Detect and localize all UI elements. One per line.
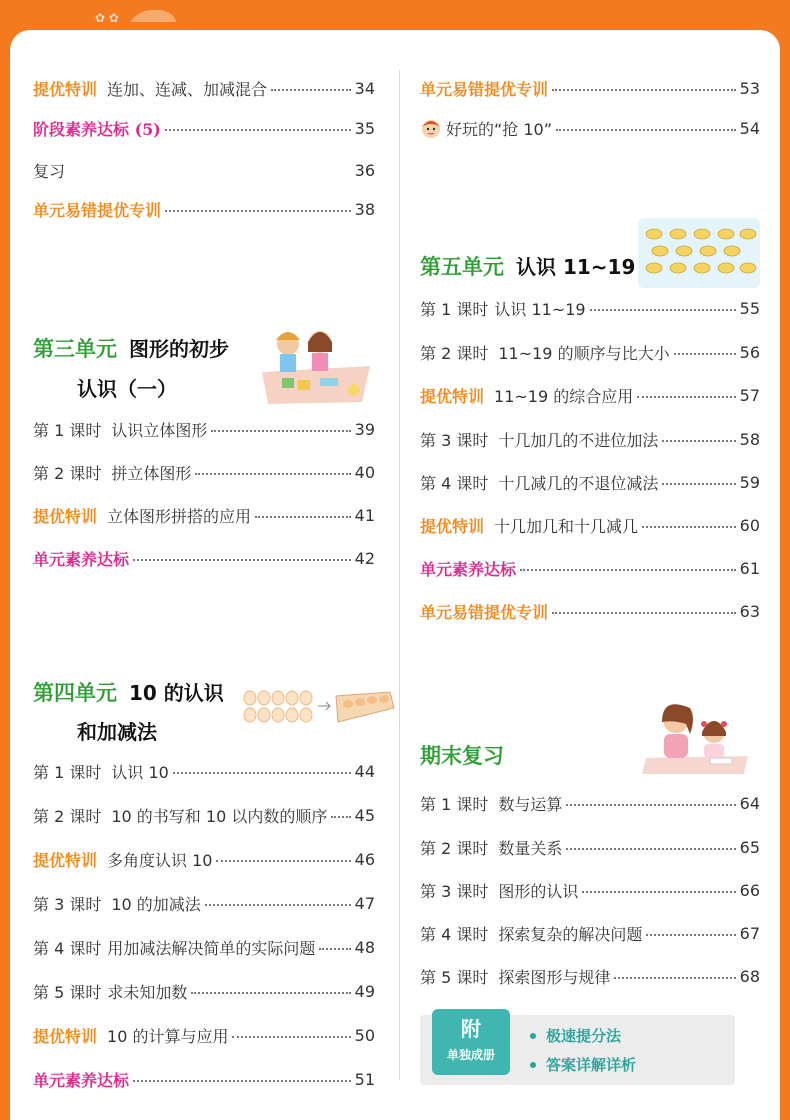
dot-leader <box>582 891 735 893</box>
toc-row-page: 39 <box>354 419 375 439</box>
toc-row-label: 第 5 课时 <box>420 967 489 987</box>
toc-row-page: 64 <box>739 793 760 813</box>
appendix-tag <box>432 1009 510 1075</box>
dot-leader <box>205 904 351 906</box>
toc-row-page: 66 <box>739 880 760 900</box>
toc-row-label: 单元素养达标 <box>420 559 517 579</box>
toc-row-title: 探索复杂的解决问题 <box>498 924 643 944</box>
dot-leader <box>520 569 736 571</box>
toc-row[interactable] <box>33 158 375 182</box>
toc-row-label: 单元素养达标 <box>33 549 130 569</box>
toc-row-label: 提优特训 <box>33 79 98 99</box>
unit-title: 10 的认识 <box>129 681 224 705</box>
toc-row-label: 好玩的“抢 10” <box>446 119 553 139</box>
toc-row-page: 50 <box>354 1025 375 1045</box>
toc-row-label: 提优特训 <box>420 516 485 536</box>
bullet-icon <box>530 1062 536 1068</box>
toc-row-title: 数量关系 <box>498 838 563 858</box>
toc-row-label: 第 3 课时 <box>33 894 102 914</box>
unit3-heading <box>33 333 229 363</box>
toc-row[interactable] <box>33 116 375 140</box>
appendix-item-label: 极速提分法 <box>546 1027 622 1045</box>
toc-row[interactable] <box>33 546 375 570</box>
unit5-heading <box>420 251 635 281</box>
toc-row-label: 第 1 课时 <box>420 794 489 814</box>
dot-leader <box>556 129 736 131</box>
teacher-student-illustration <box>640 698 752 774</box>
toc-row[interactable] <box>420 556 760 580</box>
toc-row-page: 40 <box>354 462 375 482</box>
toc-row-page: 63 <box>739 601 760 621</box>
toc-row-label: 第 5 课时 <box>33 982 102 1002</box>
dot-leader <box>552 89 736 91</box>
dot-leader <box>165 210 351 212</box>
appendix-list <box>530 1025 636 1083</box>
dot-leader <box>637 396 735 398</box>
toc-row[interactable] <box>420 513 760 537</box>
dot-leader <box>133 559 351 561</box>
toc-row-label: 单元素养达标 <box>33 1070 130 1090</box>
unit4-heading <box>33 677 224 707</box>
toc-row-page: 45 <box>354 805 375 825</box>
appendix-item <box>530 1054 636 1075</box>
eggs-illustration <box>240 686 396 726</box>
toc-row-title: 10 的书写和 10 以内数的顺序 <box>111 806 328 826</box>
toc-row-page: 58 <box>739 429 760 449</box>
toc-row-label: 第 3 课时 <box>420 430 489 450</box>
toc-row-page: 65 <box>739 837 760 857</box>
toc-row[interactable] <box>33 979 375 1003</box>
unit3-title-line2: 认识（一） <box>77 377 177 401</box>
dot-leader <box>646 934 735 936</box>
toc-row-label: 第 2 课时 <box>420 838 489 858</box>
dot-leader <box>255 516 351 518</box>
toc-row-title: 图形的认识 <box>498 881 579 901</box>
dot-leader <box>590 309 736 311</box>
toc-row-label: 提优特训 <box>33 1026 98 1046</box>
toc-row[interactable] <box>420 470 760 494</box>
toc-row-label: 单元易错提优专训 <box>420 79 549 99</box>
toc-row-label: 提优特训 <box>33 850 98 870</box>
toc-row-label: 单元易错提优专训 <box>33 200 162 220</box>
dot-leader <box>614 977 735 979</box>
toc-row-page: 41 <box>354 505 375 525</box>
toc-row-page: 55 <box>739 298 760 318</box>
column-divider <box>399 70 400 1080</box>
toc-row-page: 46 <box>354 849 375 869</box>
dot-leader <box>566 848 735 850</box>
svg-text:✿ ✿: ✿ ✿ <box>95 11 119 25</box>
toc-row[interactable] <box>420 599 760 623</box>
dot-leader <box>165 129 351 131</box>
dot-leader <box>566 804 735 806</box>
toc-row[interactable] <box>33 503 375 527</box>
toc-row-label: 第 4 课时 <box>33 938 102 958</box>
appendix-tag-sub: 单独成册 <box>446 1048 495 1062</box>
bullet-icon <box>530 1033 536 1039</box>
toc-row-title: 连加、连减、加减混合 <box>107 79 268 99</box>
unit-name: 第五单元 <box>420 255 504 279</box>
toc-row-label: 第 4 课时 <box>420 473 489 493</box>
dot-leader <box>195 473 350 475</box>
toc-row-title: 十几减几的不退位减法 <box>498 473 659 493</box>
top-decoration <box>0 0 790 30</box>
toc-row[interactable] <box>420 76 760 100</box>
toc-row-label: 第 2 课时 <box>420 343 489 363</box>
toc-row[interactable] <box>33 759 375 783</box>
toc-row-label: 复习 <box>33 161 66 181</box>
toc-row-label: 第 1 课时 <box>420 299 489 319</box>
toc-row[interactable] <box>420 427 760 451</box>
toc-row-page: 67 <box>739 923 760 943</box>
unit-title: 认识 11~19 <box>516 255 636 279</box>
toc-row[interactable] <box>33 460 375 484</box>
dot-leader <box>642 526 736 528</box>
toc-row[interactable] <box>420 340 760 364</box>
toc-row-title: 认识 10 <box>111 762 169 782</box>
toc-row[interactable] <box>33 417 375 441</box>
toc-row-title: 11~19 的综合应用 <box>494 386 634 406</box>
toc-row[interactable] <box>420 383 760 407</box>
appendix-item <box>530 1025 636 1046</box>
toc-row-title: 11~19 的顺序与比大小 <box>498 343 670 363</box>
children-blocks-illustration <box>258 322 374 406</box>
dot-leader <box>211 430 350 432</box>
toc-row-page: 42 <box>354 548 375 568</box>
toc-row[interactable] <box>33 803 375 827</box>
toc-row[interactable] <box>33 1023 375 1047</box>
toc-row-label: 单元易错提优专训 <box>420 602 549 622</box>
toc-row-title: 求未知加数 <box>107 982 188 1002</box>
toc-row-title: 10 的加减法 <box>111 894 201 914</box>
toc-row[interactable] <box>33 76 375 100</box>
toc-row-label: 阶段素养达标 (5) <box>33 119 161 139</box>
final-review-heading: 期末复习 <box>420 744 504 768</box>
toc-row-page: 68 <box>739 966 760 986</box>
toc-row-page: 48 <box>354 937 375 957</box>
toc-row-label: 第 3 课时 <box>420 881 489 901</box>
dot-leader <box>319 948 350 950</box>
boy-face-icon <box>420 117 442 139</box>
toc-row-title: 认识 11~19 <box>494 299 586 319</box>
toc-row-page: 47 <box>354 893 375 913</box>
toc-row-page: 35 <box>354 118 375 138</box>
toc-row-title: 探索图形与规律 <box>498 967 611 987</box>
dot-leader <box>552 612 736 614</box>
unit-name: 第四单元 <box>33 681 117 705</box>
dot-leader <box>662 440 735 442</box>
unit-name: 第三单元 <box>33 337 117 361</box>
toc-row-page: 54 <box>739 118 760 138</box>
toc-row-title: 10 的计算与应用 <box>107 1026 229 1046</box>
toc-row-label: 第 1 课时 <box>33 420 102 440</box>
toc-row-label: 第 2 课时 <box>33 463 102 483</box>
toc-row[interactable] <box>420 835 760 859</box>
appendix-box <box>420 1015 735 1085</box>
toc-row-label: 第 4 课时 <box>420 924 489 944</box>
dot-leader <box>216 860 350 862</box>
toc-row[interactable] <box>33 891 375 915</box>
toc-row[interactable] <box>33 1067 375 1091</box>
toc-row[interactable] <box>420 791 760 815</box>
unit4-title-line2: 和加减法 <box>77 720 157 744</box>
fish-illustration <box>638 218 760 288</box>
unit-title: 图形的初步 <box>129 337 229 361</box>
toc-row-page: 57 <box>739 385 760 405</box>
toc-row-page: 53 <box>739 78 760 98</box>
toc-row-page: 56 <box>739 342 760 362</box>
toc-row-label: 提优特训 <box>33 506 98 526</box>
toc-row-title: 十几加几的不进位加法 <box>498 430 659 450</box>
toc-row-page: 51 <box>354 1069 375 1089</box>
dot-leader <box>271 89 351 91</box>
dot-leader <box>173 772 351 774</box>
toc-row-title: 认识立体图形 <box>111 420 208 440</box>
toc-row-title: 十几加几和十几减几 <box>494 516 639 536</box>
toc-row-page: 49 <box>354 981 375 1001</box>
toc-row-page: 38 <box>354 199 375 219</box>
toc-row-page: 44 <box>354 761 375 781</box>
toc-row-page: 60 <box>739 515 760 535</box>
toc-row-title: 用加减法解决简单的实际问题 <box>107 938 316 958</box>
dot-leader <box>331 816 350 818</box>
toc-row[interactable] <box>420 878 760 902</box>
dot-leader <box>662 483 735 485</box>
toc-row-page: 59 <box>739 472 760 492</box>
toc-row-label: 提优特训 <box>420 386 485 406</box>
dot-leader <box>133 1080 351 1082</box>
toc-row-label: 第 2 课时 <box>33 806 102 826</box>
toc-row-label: 第 1 课时 <box>33 762 102 782</box>
toc-row[interactable] <box>420 964 760 988</box>
toc-row-page: 61 <box>739 558 760 578</box>
toc-row-page: 34 <box>354 78 375 98</box>
toc-row-page: 36 <box>354 160 375 180</box>
appendix-item-label: 答案详解详析 <box>546 1056 637 1074</box>
toc-row-title: 数与运算 <box>498 794 563 814</box>
toc-row[interactable] <box>33 197 375 221</box>
toc-row-title: 拼立体图形 <box>111 463 192 483</box>
dot-leader <box>191 992 350 994</box>
toc-row-title: 多角度认识 10 <box>107 850 213 870</box>
dot-leader <box>674 353 736 355</box>
toc-row[interactable] <box>420 116 760 140</box>
toc-row[interactable] <box>33 847 375 871</box>
dot-leader <box>232 1036 350 1038</box>
toc-row-title: 立体图形拼搭的应用 <box>107 506 252 526</box>
toc-row[interactable] <box>33 935 375 959</box>
toc-row[interactable] <box>420 296 760 320</box>
appendix-tag-label: 附 <box>461 1017 481 1041</box>
toc-row[interactable] <box>420 921 760 945</box>
